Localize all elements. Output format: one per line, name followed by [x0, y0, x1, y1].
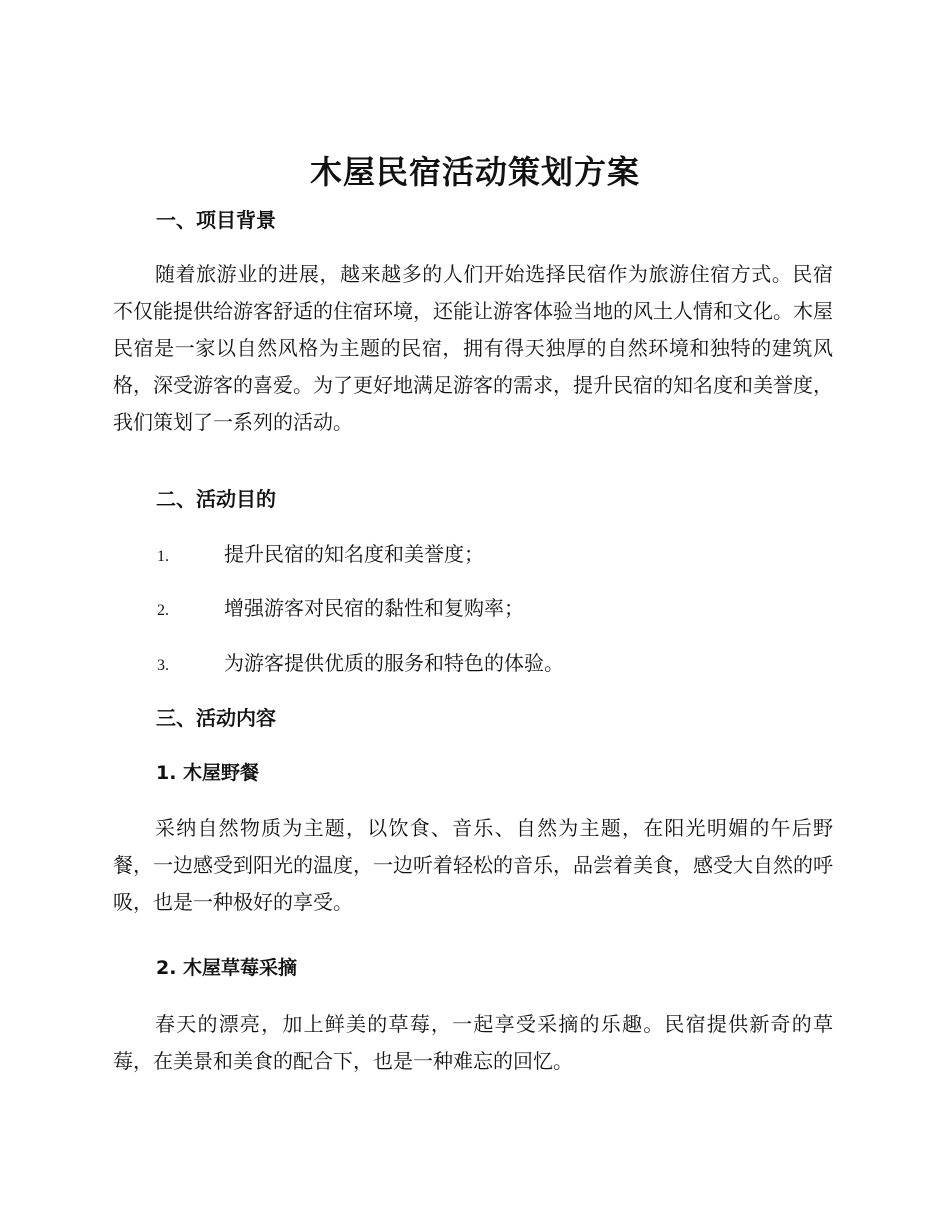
goal-list-item [157, 594, 524, 625]
section-heading-content: 三、活动内容 [156, 706, 276, 730]
list-item-text: 为游客提供优质的服务和特色的体验。 [224, 651, 564, 675]
section-heading-goals: 二、活动目的 [156, 487, 276, 511]
activity-paragraph-strawberry: 春天的漂亮，加上鲜美的草莓，一起享受采摘的乐趣。民宿提供新奇的草莓，在美景和美食的配合下，也是一种难忘的回忆。 [113, 1012, 833, 1073]
activity-heading-strawberry: 2. 木屋草莓采摘 [156, 957, 298, 979]
goal-list-item [157, 540, 484, 571]
background-paragraph: 随着旅游业的进展，越来越多的人们开始选择民宿作为旅游住宿方式。民宿不仅能提供给游客舒适的住宿环境，还能让游客体验当地的风土人情和文化。木屋民宿是一家以自然风格为主题的民宿，拥有得天独厚的自然环境和独特的建筑风格，深受游客的喜爱。为了更好地满足游客的需求，提升民宿的知名度和美誉度，我们策划了一系列的活动。 [113, 262, 833, 434]
list-item-text: 增强游客对民宿的黏性和复购率； [224, 596, 524, 620]
list-number: 3. [157, 657, 169, 674]
goal-list-item [157, 649, 564, 680]
section-heading-background: 一、项目背景 [156, 208, 276, 232]
list-number: 1. [157, 548, 169, 565]
list-number: 2. [157, 602, 169, 619]
activity-heading-picnic: 1. 木屋野餐 [156, 762, 260, 784]
document-title: 木屋民宿活动策划方案 [309, 153, 640, 191]
list-item-text: 提升民宿的知名度和美誉度； [224, 542, 484, 566]
activity-paragraph-picnic: 采纳自然物质为主题，以饮食、音乐、自然为主题，在阳光明媚的午后野餐，一边感受到阳光的温度，一边听着轻松的音乐，品尝着美食，感受大自然的呼吸，也是一种极好的享受。 [113, 816, 833, 914]
